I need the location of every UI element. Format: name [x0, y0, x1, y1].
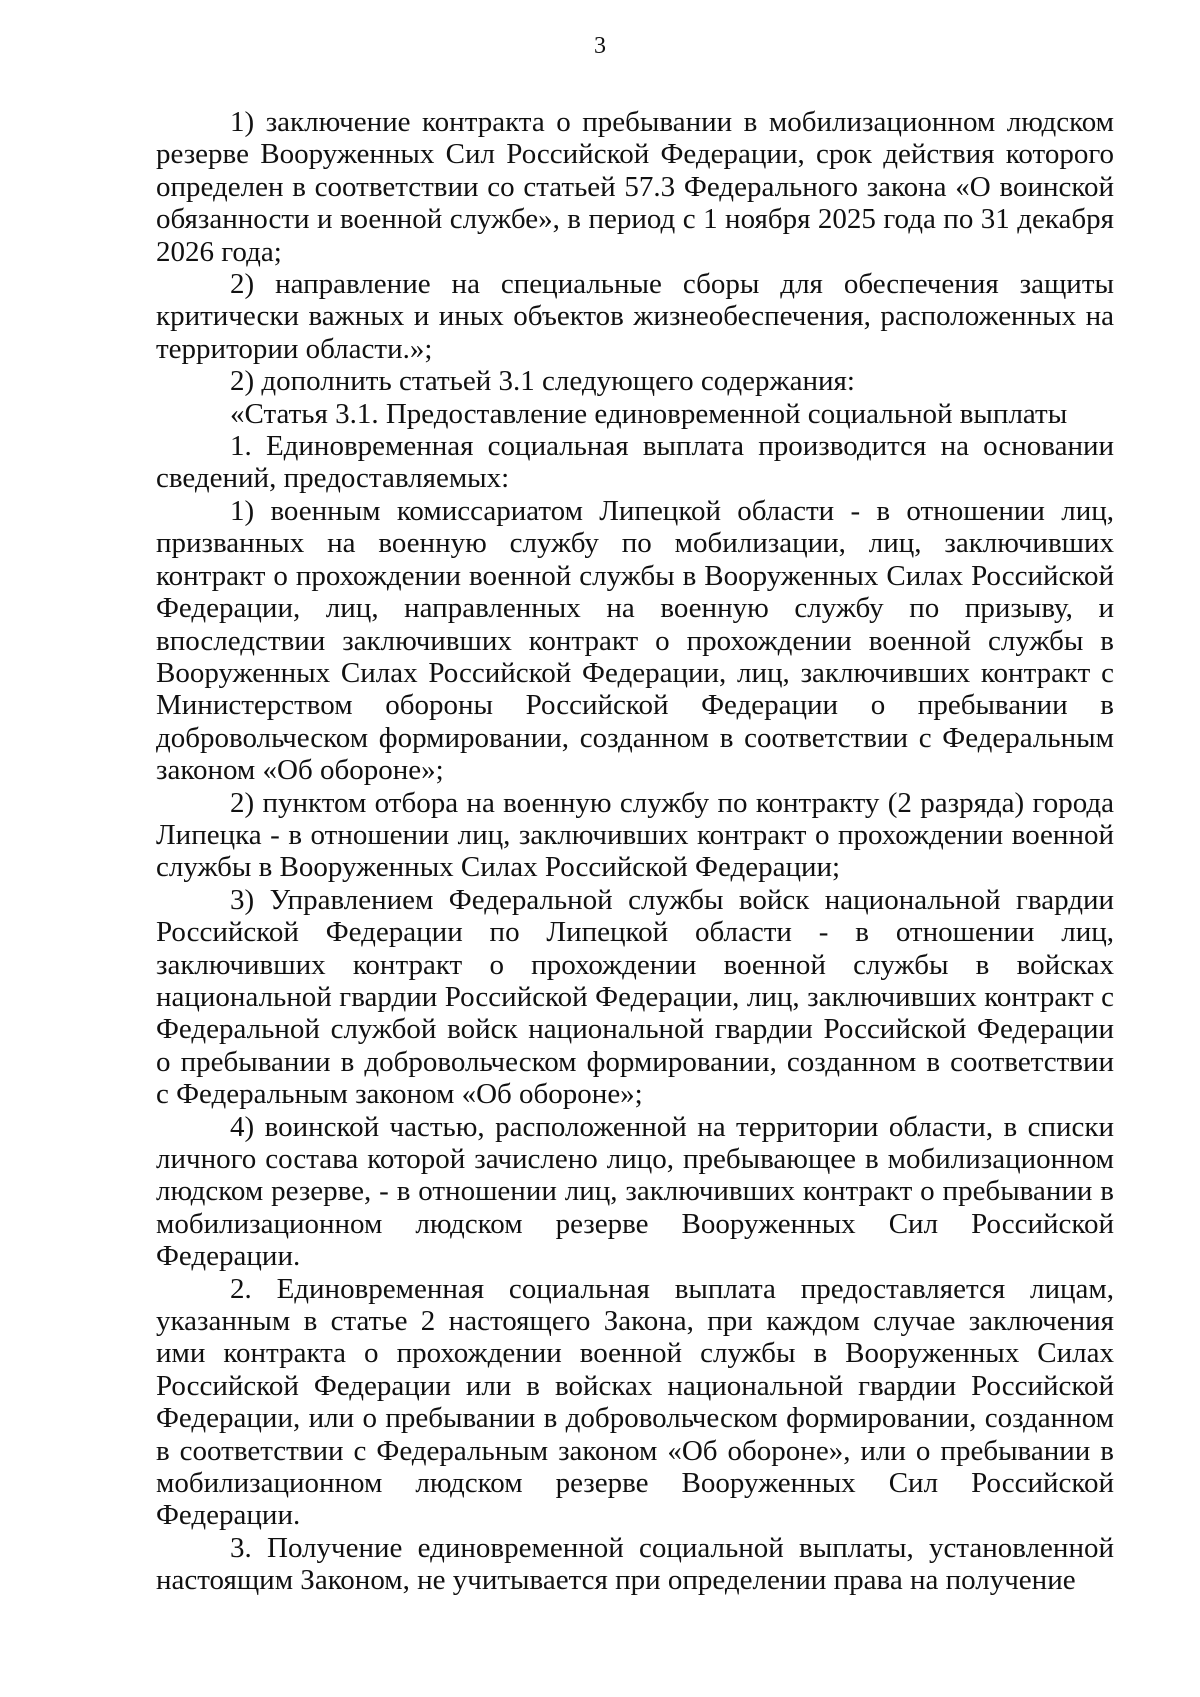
paragraph-sub-3-national-guard: 3) Управлением Федеральной службы войск национальной гвардии Российской Федерации по Липецкой области - в отношении лиц, заключивших контракт о прохождении военной службы в войсках национальной гвардии Российской Федерации, лиц, заключивших контракт с Федеральной службой войск национальной гвардии Российской Федерации о пребывании в добровольческом формировании, созданном в соответствии с Федеральным законом «Об обороне»;: [156, 883, 1114, 1111]
paragraph-amendment-2: 2) дополнить статьей 3.1 следующего содержания:: [230, 365, 855, 398]
document-body: [156, 106, 1114, 1597]
paragraph-item-1-contract: 1) заключение контракта о пребывании в мобилизационном людском резерве Вооруженных Сил Российской Федерации, срок действия которого определен в соответствии со статьей 57.3 Федерального закона «О воинской обязанности и военной службе», в период с 1 ноября 2025 года по 31 декабря 2026 года;: [156, 106, 1114, 268]
paragraph-item-2-special-training: 2) направление на специальные сборы для обеспечения защиты критически важных и иных объектов жизнеобеспечения, расположенных на территории области.»;: [156, 268, 1114, 365]
paragraph-article-3-1-part-3: 3. Получение единовременной социальной выплаты, установленной настоящим Законом, не учитывается при определении права на получение: [156, 1531, 1114, 1597]
paragraph-sub-1-military-commissariat: 1) военным комиссариатом Липецкой области - в отношении лиц, призванных на военную службу по мобилизации, лиц, заключивших контракт о прохождении военной службы в Вооруженных Силах Российской Федерации, лиц, направленных на военную службу по призыву, и впоследствии заключивших контракт о прохождении военной службы в Вооруженных Силах Российской Федерации, лиц, заключивших контракт с Министерством обороны Российской Федерации о пребывании в добровольческом формировании, созданном в соответствии с Федеральным законом «Об обороне»;: [156, 494, 1114, 787]
paragraph-article-3-1-part-2: 2. Единовременная социальная выплата предоставляется лицам, указанным в статье 2 настоящего Закона, при каждом случае заключения ими контракта о прохождении военной службы в Вооруженных Силах Российской Федерации или в войсках национальной гвардии Российской Федерации, или о пребывании в добровольческом формировании, созданном в соответствии с Федеральным законом «Об обороне», или о пребывании в мобилизационном людском резерве Вооруженных Сил Российской Федерации.: [156, 1272, 1114, 1532]
paragraph-article-3-1-part-1: 1. Единовременная социальная выплата производится на основании сведений, предоставляемых:: [156, 430, 1114, 495]
page-number: 3: [594, 33, 606, 59]
article-3-1-heading: «Статья 3.1. Предоставление единовременной социальной выплаты: [230, 397, 1068, 430]
paragraph-sub-4-military-unit: 4) воинской частью, расположенной на территории области, в списки личного состава которой зачислено лицо, пребывающее в мобилизационном людском резерве, - в отношении лиц, заключивших контракт о пребывании в мобилизационном людском резерве Вооруженных Сил Российской Федерации.: [156, 1110, 1114, 1273]
paragraph-sub-2-selection-point: 2) пунктом отбора на военную службу по контракту (2 разряда) города Липецка - в отношении лиц, заключивших контракт о прохождении военной службы в Вооруженных Силах Российской Федерации;: [156, 786, 1114, 884]
